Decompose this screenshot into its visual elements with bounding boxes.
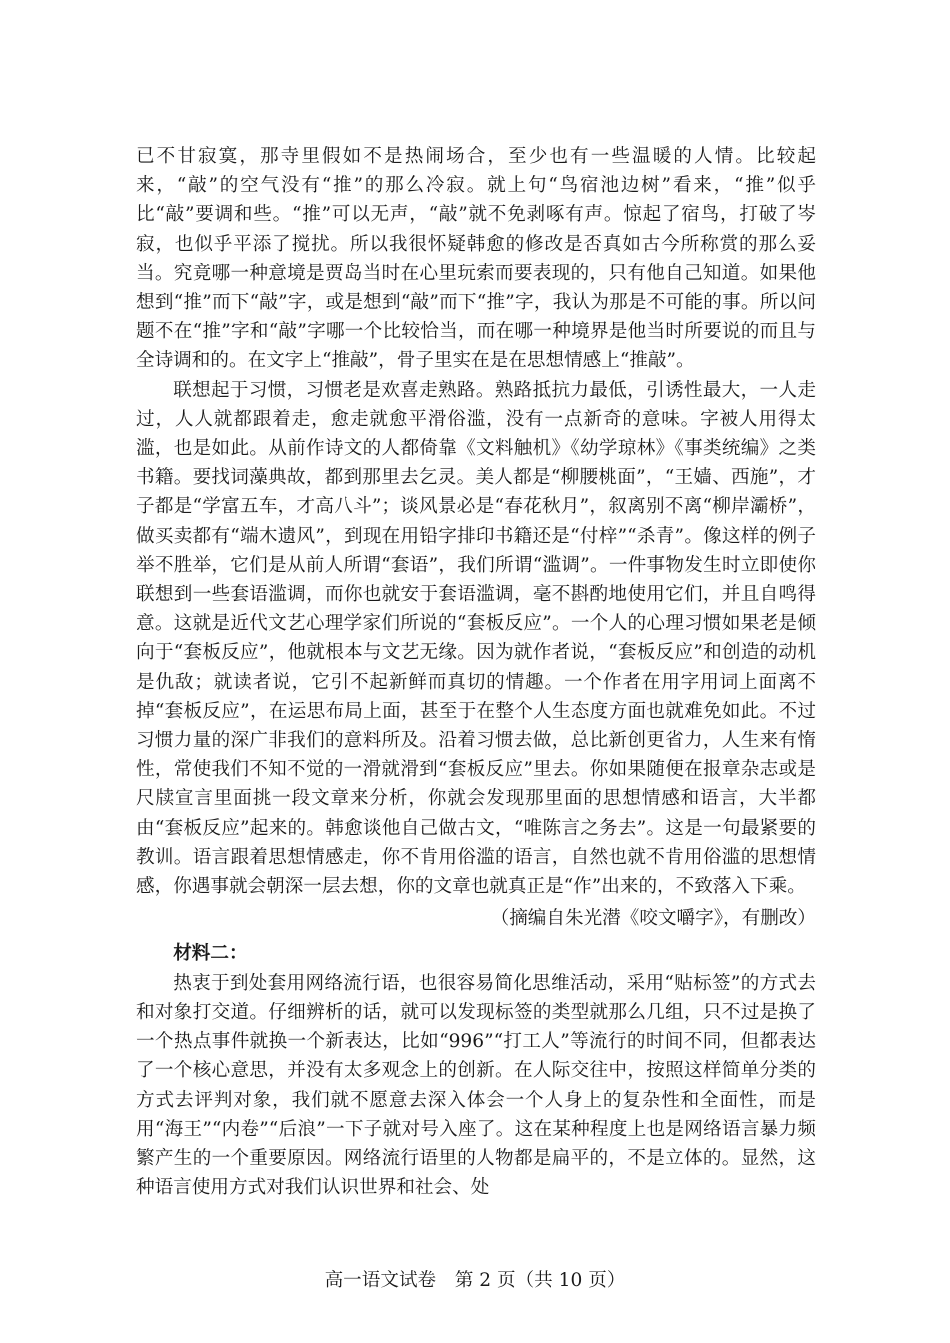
material-two-heading: 材料二：	[173, 943, 248, 965]
document-body	[136, 142, 816, 1202]
page-footer: 高一语文试卷 第 2 页（共 10 页）	[324, 1270, 626, 1291]
paragraph-material-two: 热衷于到处套用网络流行语，也很容易简化思维活动，采用“贴标签”的方式去和对象打交道。仔细辨析的话，就可以发现标签的类型就那么几组，只不过是换了一个热点事件就换一个新表达，比如“996”“打工人”等流行的时间不同，但都表达了一个核心意思，并没有太多观念上的创新。在人际交往中，按照这样简单分类的方式去评判对象，我们就不愿意去深入体会一个人身上的复杂性和全面性，而是用“海王”“内卷”“后浪”一下子就对号入座了。这在某种程度上也是网络语言暴力频繁产生的一个重要原因。网络流行语里的人物都是扁平的，不是立体的。显然，这种语言使用方式对我们认识世界和社会、处	[136, 972, 816, 1199]
paragraph-habit: 联想起于习惯，习惯老是欢喜走熟路。熟路抵抗力最低，引诱性最大，一人走过，人人就都跟着走，愈走就愈平滑俗滥，没有一点新奇的意味。字被人用得太滥，也是如此。从前作诗文的人都倚靠《文料触机》《幼学琼林》《事类统编》之类书籍。要找词藻典故，都到那里去乞灵。美人都是“柳腰桃面”，“王嫱、西施”，才子都是“学富五车，才高八斗”；谈风景必是“春花秋月”，叙离别不离“柳岸灞桥”，做买卖都有“端木遗风”，到现在用铅字排印书籍还是“付梓”“杀青”。像这样的例子举不胜举，它们是从前人所谓“套语”，我们所谓“滥调”。一件事物发生时立即使你联想到一些套语滥调，而你也就安于套语滥调，毫不斟酌地使用它们，并且自鸣得意。这就是近代文艺心理学家们所说的“套板反应”。一个人的心理习惯如果老是倾向于“套板反应”，他就根本与文艺无缘。因为就作者说，“套板反应”和创造的动机是仇敌；就读者说，它引不起新鲜而真切的情趣。一个作者在用字用词上面离不掉“套板反应”，在运思布局上面，甚至于在整个人生态度方面也就难免如此。不过习惯力量的深广非我们的意料所及。沿着习惯去做，总比新创更省力，人生来有惰性，常使我们不知不觉的一滑就滑到“套板反应”里去。你如果随便在报章杂志或是尺牍宣言里面挑一段文章来分析，你就会发现那里面的思想情感和语言，大半都由“套板反应”起来的。韩愈谈他自己做古文，“唯陈言之务去”。这是一句最紧要的教训。语言跟着思想情感走，你不肯用俗滥的语言，自然也就不肯用俗滥的思想情感，你遇事就会朝深一层去想，你的文章也就真正是“作”出来的，不致落入下乘。	[136, 379, 816, 898]
source-citation: （摘编自朱光潜《咬文嚼字》，有删改）	[490, 908, 816, 930]
paragraph-continued: 已不甘寂寞，那寺里假如不是热闹场合，至少也有一些温暖的人情。比较起来，“敲”的空气没有“推”的那么冷寂。就上句“鸟宿池边树”看来，“推”似乎比“敲”要调和些。“推”可以无声，“敲”就不免剥啄有声。惊起了宿鸟，打破了岑寂，也似乎平添了搅扰。所以我很怀疑韩愈的修改是否真如古今所称赏的那么妥当。究竟哪一种意境是贾岛当时在心里玩索而要表现的，只有他自己知道。如果他想到“推”而下“敲”字，或是想到“敲”而下“推”字，我认为那是不可能的事。所以问题不在“推”字和“敲”字哪一个比较恰当，而在哪一种境界是他当时所要说的而且与全诗调和的。在文字上“推敲”，骨子里实在是在思想情感上“推敲”。	[136, 146, 816, 372]
